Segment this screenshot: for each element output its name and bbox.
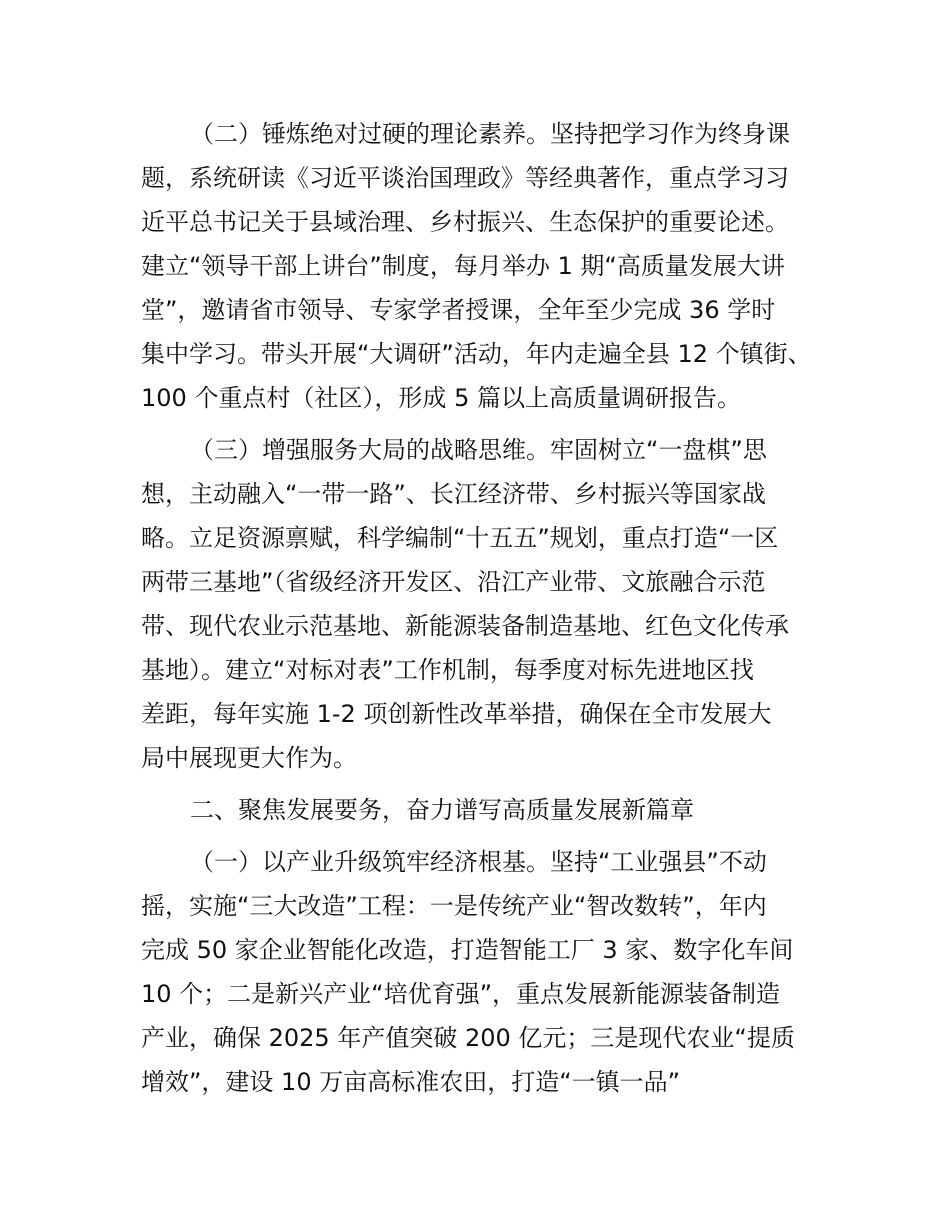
paragraph-2-3-line-7: 差距，每年实施 1-2 项创新性改革举措，确保在全市发展大 [141,700,772,728]
paragraph-2-3-line-2: 想，主动融入“一带一路”、长江经济带、乡村振兴等国家战 [141,480,766,508]
paragraph-2-3-line-4: 两带三基地”（省级经济开发区、沿江产业带、文旅融合示范 [141,568,766,596]
paragraph-2-2-line-4: 建立“领导干部上讲台”制度，每月举办 1 期“高质量发展大讲 [141,252,785,280]
paragraph-2-3-line-6: 基地）。建立“对标对表”工作机制，每季度对标先进地区找 [141,656,754,684]
paragraph-2-2-line-3: 近平总书记关于县域治理、乡村振兴、生态保护的重要论述。 [141,208,789,236]
paragraph-2-3-line-5: 带、现代农业示范基地、新能源装备制造基地、红色文化传承 [141,612,789,640]
paragraph-2-2-line-2: 题，系统研读《习近平谈治国理政》等经典著作，重点学习习 [141,164,789,192]
paragraph-2-3-line-3: 略。立足资源禀赋，科学编制“十五五”规划，重点打造“一区 [141,524,779,552]
paragraph-3-1-line-3: 完成 50 家企业智能化改造，打造智能工厂 3 家、数字化车间 [141,936,794,964]
paragraph-3-1-line-5: 产业，确保 2025 年产值突破 200 亿元；三是现代农业“提质 [141,1024,795,1052]
paragraph-3-1-line-1: （一）以产业升级筑牢经济根基。坚持“工业强县”不动 [190,848,767,876]
paragraph-2-3-line-8: 局中展现更大作为。 [141,744,357,772]
paragraph-2-2-line-6: 集中学习。带头开展“大调研”活动，年内走遍全县 12 个镇街、 [141,340,812,368]
paragraph-3-1-line-2: 摇，实施“三大改造”工程：一是传统产业“智改数转”，年内 [141,892,767,920]
paragraph-2-2-line-5: 堂”，邀请省市领导、专家学者授课，全年至少完成 36 学时 [141,296,776,324]
paragraph-2-2-line-7: 100 个重点村（社区），形成 5 篇以上高质量调研报告。 [141,384,741,412]
paragraph-3-1-line-4: 10 个；二是新兴产业“培优育强”，重点发展新能源装备制造 [141,980,781,1008]
paragraph-3-1-line-6: 增效”，建设 10 万亩高标准农田，打造“一镇一品” [141,1068,681,1096]
section-heading-2: 二、聚焦发展要务，奋力谱写高质量发展新篇章 [190,796,694,824]
paragraph-2-3-line-1: （三）增强服务大局的战略思维。牢固树立“一盘棋”思 [190,436,767,464]
paragraph-2-2-line-1: （二）锤炼绝对过硬的理论素养。坚持把学习作为终身课 [190,120,790,148]
